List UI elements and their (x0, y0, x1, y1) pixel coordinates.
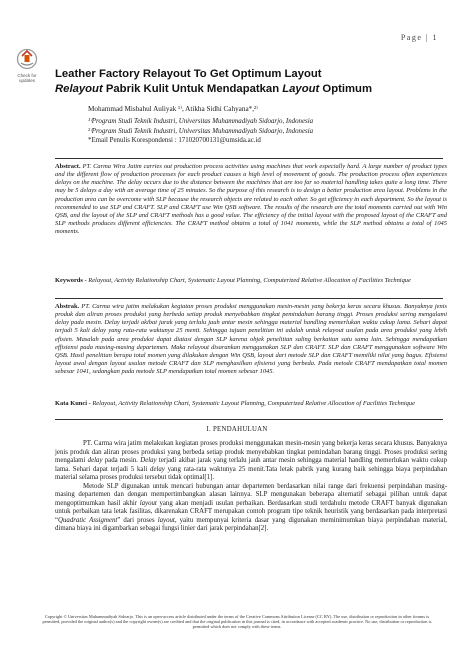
abstract-english: Abstract. PT. Carma Wira Jatim carries out production process activities using machines that work especially hard. A large number of product types and the different flow of production processes for each product causes a high level of movement of goods. The production process often experiences delays on the machine. The delay occurs due to the distance between the machines that are too far so material handling takes quite a long time. There may be 5 delays a day with an average time of 25 minutes. So the purpose of this research is to design a better production area layout. Problems in the production area can be overcome with SLP because the research objects are related to each other. So get efficiency in each department. So the layout is recommended to use SLP and CRAFT. SLP and CRAFT use Win QSB software. The results of the research are the total moments carried out with Win QSB, and the layout of the SLP and CRAFT methods has a good value. The efficiency of the initial layout with the proposed layout of the CRAFT and SLP methods produces different efficiencies. The CRAFT method obtains a total of 1041 moments, while the SLP method obtains a total of 1045 moments. (55, 163, 447, 236)
affiliations (88, 117, 313, 146)
keywords-english: Keywords - Relayout, Activity Relationship Chart, Systematic Layout Planning, Computerized Relative Allocation of Facilities Technique (55, 277, 411, 284)
abstract-indonesian: Abstrak. PT. Carma wira jatim melakukan kegiatan proses produksi menggunakan mesin-mesin yang bekerja keras secara khusus. Banyaknya jenis produk dan aliran proses produksi yang berbeda setiap produk menyebabkan tingkat pemindahan barang tinggi. Proses produksi sering mengalami delay pada mesin. Delay terjadi akibat jarak yang terlalu jauh antar mesin sehingga material handling memerlukan waktu cukup lama. Sehari dapat terjadi 5 kali delay yang rata-rata waktunya 25 menit. Sehingga tujuan penelitian ini adalah untuk relayout usulan pada area produksi yang lebih efisien. Masalah pada area produksi dapat diatasi dengan SLP karena objek penelitian saling berkaitan satu sama lain. Sehingga mendapatkan effisiensi pada masing-masing departemen. Maka relayout disarankan menggunakan SLP dan CRAFT. SLP dan CRAFT menggunakan software Win QSB. Hasil penelitian berupa total momen yang dilakukan dengan Win QSB, layout dari metode SLP dan CRAFT memiliki nilai yang bagus. Efisiensi layout awal dengan layout usulan metode CRAFT dan SLP menghasilkan efisiensi yang berbeda. Pada metode CRAFT mendapatkan total momen sebesar 1041, sedangkan pada metode SLP mendapatkan total momen sebesar 1045. (55, 303, 447, 376)
paper-title (55, 67, 455, 96)
introduction-body (55, 440, 447, 534)
section-heading: I. PENDAHULUAN (206, 426, 268, 433)
paragraph-1: PT. Carma wira jatim melakukan kegiatan proses produksi menggunakan mesin-mesin yang bekerja keras secara khusus. Banyaknya jenis produk dan aliran proses produksi yang berbeda setiap produk menyebabkan tingkat pemindahan barang tinggi. Proses produksi sering mengalami delay pada mesin. Delay terjadi akibat jarak yang terlalu jauh antar mesin sehingga material handling memerlukan waktu cukup lama. Sehari dapat terjadi 5 kali delay yang rata-rata waktunya 25 menit.Tata letak pabrik yang kurang baik sehingga biaya perpindahan material selama proses produksi tersebut tidak optimal[1]. (55, 440, 448, 481)
check-for-updates-icon (16, 48, 38, 72)
check-for-updates-text: Check for updates (17, 73, 37, 83)
paragraph-2: Metode SLP digunakan untuk mencari hubungan antar departemen berdasarkan nilai range dari frekuensi perpindahan masing-masing departemen dan dengan mempertimbangkan alasan lainnya. SLP mengunakan beberapa alternatif sebagai pilihan untuk dapat mengoptimumkan hasil akhir layout yang akan menjadi usulan perbaikan. Berdasarkan studi terdahulu metode CRAFT banyak digunakan untuk perbaikan tata letak fasilitas, dikarenakan CRAFT merupakan contoh program tipe teknik heuristik yang berdasarkan pada interpretasi “Quadratic Assigment” dari proses layout, yaitu mempunyai kriteria dasar yang digunakan meminimumkan biaya perpindahan material, dimana biaya ini digambarkan sebagai fungsi linier dari jarak perpindahan[2]. (55, 482, 447, 532)
copyright-footer: Copyright © Universitas Muhammadiyah Sidoarjo. This is an open-access article distributed under the terms of the Creative Commons Attribution License (CC BY). The use, distribution or reproduction in other forums is permitted, provided the original author(s) and the copyright owner(s) are credited and that the original publication in this journal is cited, in accordance with accepted academic practice. No use, distribution or reproduction is permitted which does not comply with these terms. (42, 614, 432, 630)
divider-middle (55, 298, 443, 299)
divider-top (55, 158, 443, 159)
corresponding-email: *Email Penulis Korespondensi : 171020700131@umsida.ac.id (88, 137, 261, 145)
page-number: Page | 1 (400, 33, 438, 42)
check-for-updates-badge[interactable] (9, 48, 45, 83)
title-english: Leather Factory Relayout To Get Optimum Layout (55, 68, 322, 80)
keywords-indonesian: Kata Kunci - Relayout, Activity Relationship Chart, Systematic Layout Planning, Computerized Relative Allocation of Facilities Technique (55, 400, 415, 407)
affiliation-2: ²⁾Program Studi Teknik Industri, Universitas Muhammadiyah Sidoarjo, Indonesia (88, 127, 314, 135)
divider-bottom (55, 419, 443, 420)
affiliation-1: ¹⁾Program Studi Teknik Industri, Universitas Muhammadiyah Sidoarjo, Indonesia (88, 118, 314, 125)
author-list: Mohammad Misbahul Auliyak ¹⁾, Atikha Sidhi Cahyana*,²⁾ (88, 105, 258, 113)
title-indonesian: Relayout Pabrik Kulit Untuk Mendapatkan Layout Optimum (55, 82, 372, 95)
